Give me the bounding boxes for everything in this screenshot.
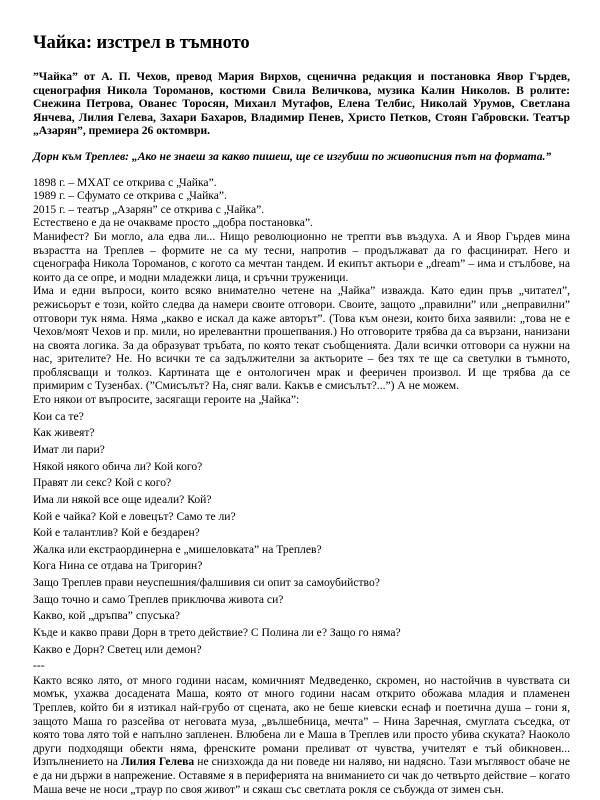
production-credits: ”Чайка” от А. П. Чехов, превод Мария Вирхов, сценична редакция и постановка Явор Гърдев, сценография Никола Тороманов, костюми Свила Величкова, музика Калин Николов. В ролите: Снежина Петрова, Ованес Торосян, Михаил Мутафов, Елена Телбис, Николай Урумов, Светлана Янчева, Лилия Гелева, Захари Бахаров, Владимир Пенев, Христо Петков, Стоян Габровски. Театър „Азарян”, премиера 26 октомври. bbox=[33, 70, 570, 138]
closing-text-before: Както всяко лято, от много години насам, комичният Медведенко, скромен, но настойчив в чувствата си момък, ухажва досадената Маша, която от много години насам открито обожава младия и пламенен Треплев, който би я изтикал най-грубо от сцената, ако не беше киевски еснаф и поетична душа – гони я, защото Маша го разсейва от неговата муза, „вълшебница, мечта” – Нина Заречная, смуглата съседка, от която това лято той е напълно запленен. Влюбена ли е Маша в Треплев или просто убива скуката? Наоколо други подходящи обекти няма, френските романи преливат от чувства, учителят е тъй обикновен... Изпълнението на bbox=[33, 673, 570, 769]
epigraph-quote: Дорн към Треплев: „Ако не знаеш за какво пишеш, ще се изгубиш по живописния път на формата.” bbox=[33, 149, 552, 163]
body-paragraph: Манифест? Би могло, ала едва ли... Нищо революционно не трепти във въздуха. А и Явор Гърдев мина възрастта на Треплев – формите не са му тесни, напротив – продължават да го фасцинират. Него и сценографа Никола Тороманов, с когото са мечтан тандем. И екипът актьори е „dream” – има и стълбове, на които да се опре, и модни младежки лица, и сръчни труженици. bbox=[33, 229, 570, 284]
timeline-line: 1898 г. – МХАТ се открива с „Чайка”. bbox=[33, 175, 217, 189]
question-item: Имат ли пари? bbox=[33, 442, 105, 456]
question-item: Какво е Дорн? Светец или демон? bbox=[33, 642, 202, 656]
section-divider: --- bbox=[33, 659, 45, 673]
question-item: Как живеят? bbox=[33, 426, 95, 440]
closing-text-after: не снизхожда да ни поведе ни наляво, ни надясно. Тази мъглявост обаче не е да ни държи в напрежение. Оставяме я в периферията на вниманието си чак до четвърто действие – когато Маша вече не носи „траур по своя живот” и сякаш със светлата рокля се събужда от зимен сън. bbox=[33, 755, 571, 796]
questions-intro: Ето някои от въпросите, засягащи героите на „Чайка”: bbox=[33, 393, 300, 407]
timeline-line: Естествено е да не очакваме просто „добра постановка”. bbox=[33, 216, 313, 230]
question-item: Кога Нина се отдава на Тригорин? bbox=[33, 559, 203, 573]
question-item: Правят ли секс? Кой с кого? bbox=[33, 476, 172, 490]
timeline-line: 1989 г. – Сфумато се открива с „Чайка”. bbox=[33, 189, 227, 203]
actress-name: Лилия Гелева bbox=[121, 755, 195, 769]
question-item: Кой е талантлив? Кой е бездарен? bbox=[33, 526, 200, 540]
timeline bbox=[33, 176, 570, 230]
question-item: Какво, кой „дръпва” спусъка? bbox=[33, 609, 180, 623]
question-item: Кой е чайка? Кой е ловецът? Само те ли? bbox=[33, 509, 236, 523]
body-paragraph: Има и едни въпроси, които всяко внимателно четене на „Чайка” изважда. Като един пръв „читател”, режисьорът е този, който следва да намери своите отговори. Своите, защото „правилни” или „неправилни” отговори тук няма. Няма „какво е искал да каже авторът”. (Това към онези, които биха заявили: „това не е Чехов/моят Чехов и пр. мили, но ирелевантни прошепвания.) Но отговорите трябва да са вързани, нанизани на своята логика. За да образуват тръбата, по която текат съобщенията. Дали всички отговори са нужни на нас, зрителите? Не. Но всички те са задължителни за актьорите – без тях те ще са светулки в тъмното, проблясващи и толкоз. Картината ще е онтологичен мрак и фееричен произвол. И ще трябва да се примирим с Тузенбах. (”Смисълът? На, сняг вали. Какъв е смисълът?...”) А не можем. bbox=[33, 284, 570, 393]
question-item: Защо точно и само Треплев приключва живота си? bbox=[33, 592, 284, 606]
timeline-line: 2015 г. – театър „Азарян” се открива с „Чайка”. bbox=[33, 202, 265, 216]
article-title: Чайка: изстрел в тъмното bbox=[33, 32, 250, 53]
question-item: Защо Треплев прави неуспешния/фалшивия си опит за самоубийство? bbox=[33, 576, 380, 590]
article-body bbox=[33, 176, 570, 797]
question-item: Някой някого обича ли? Кой кого? bbox=[33, 459, 203, 473]
closing-paragraph bbox=[33, 674, 570, 796]
questions-list bbox=[33, 410, 570, 657]
article-page bbox=[33, 32, 570, 796]
question-item: Има ли някой все още идеали? Кой? bbox=[33, 492, 212, 506]
question-item: Кои са те? bbox=[33, 409, 84, 423]
question-item: Къде и какво прави Дорн в трето действие? С Полина ли е? Защо го няма? bbox=[33, 625, 401, 639]
question-item: Жалка или екстраординерна е „мишеловката” на Треплев? bbox=[33, 542, 322, 556]
